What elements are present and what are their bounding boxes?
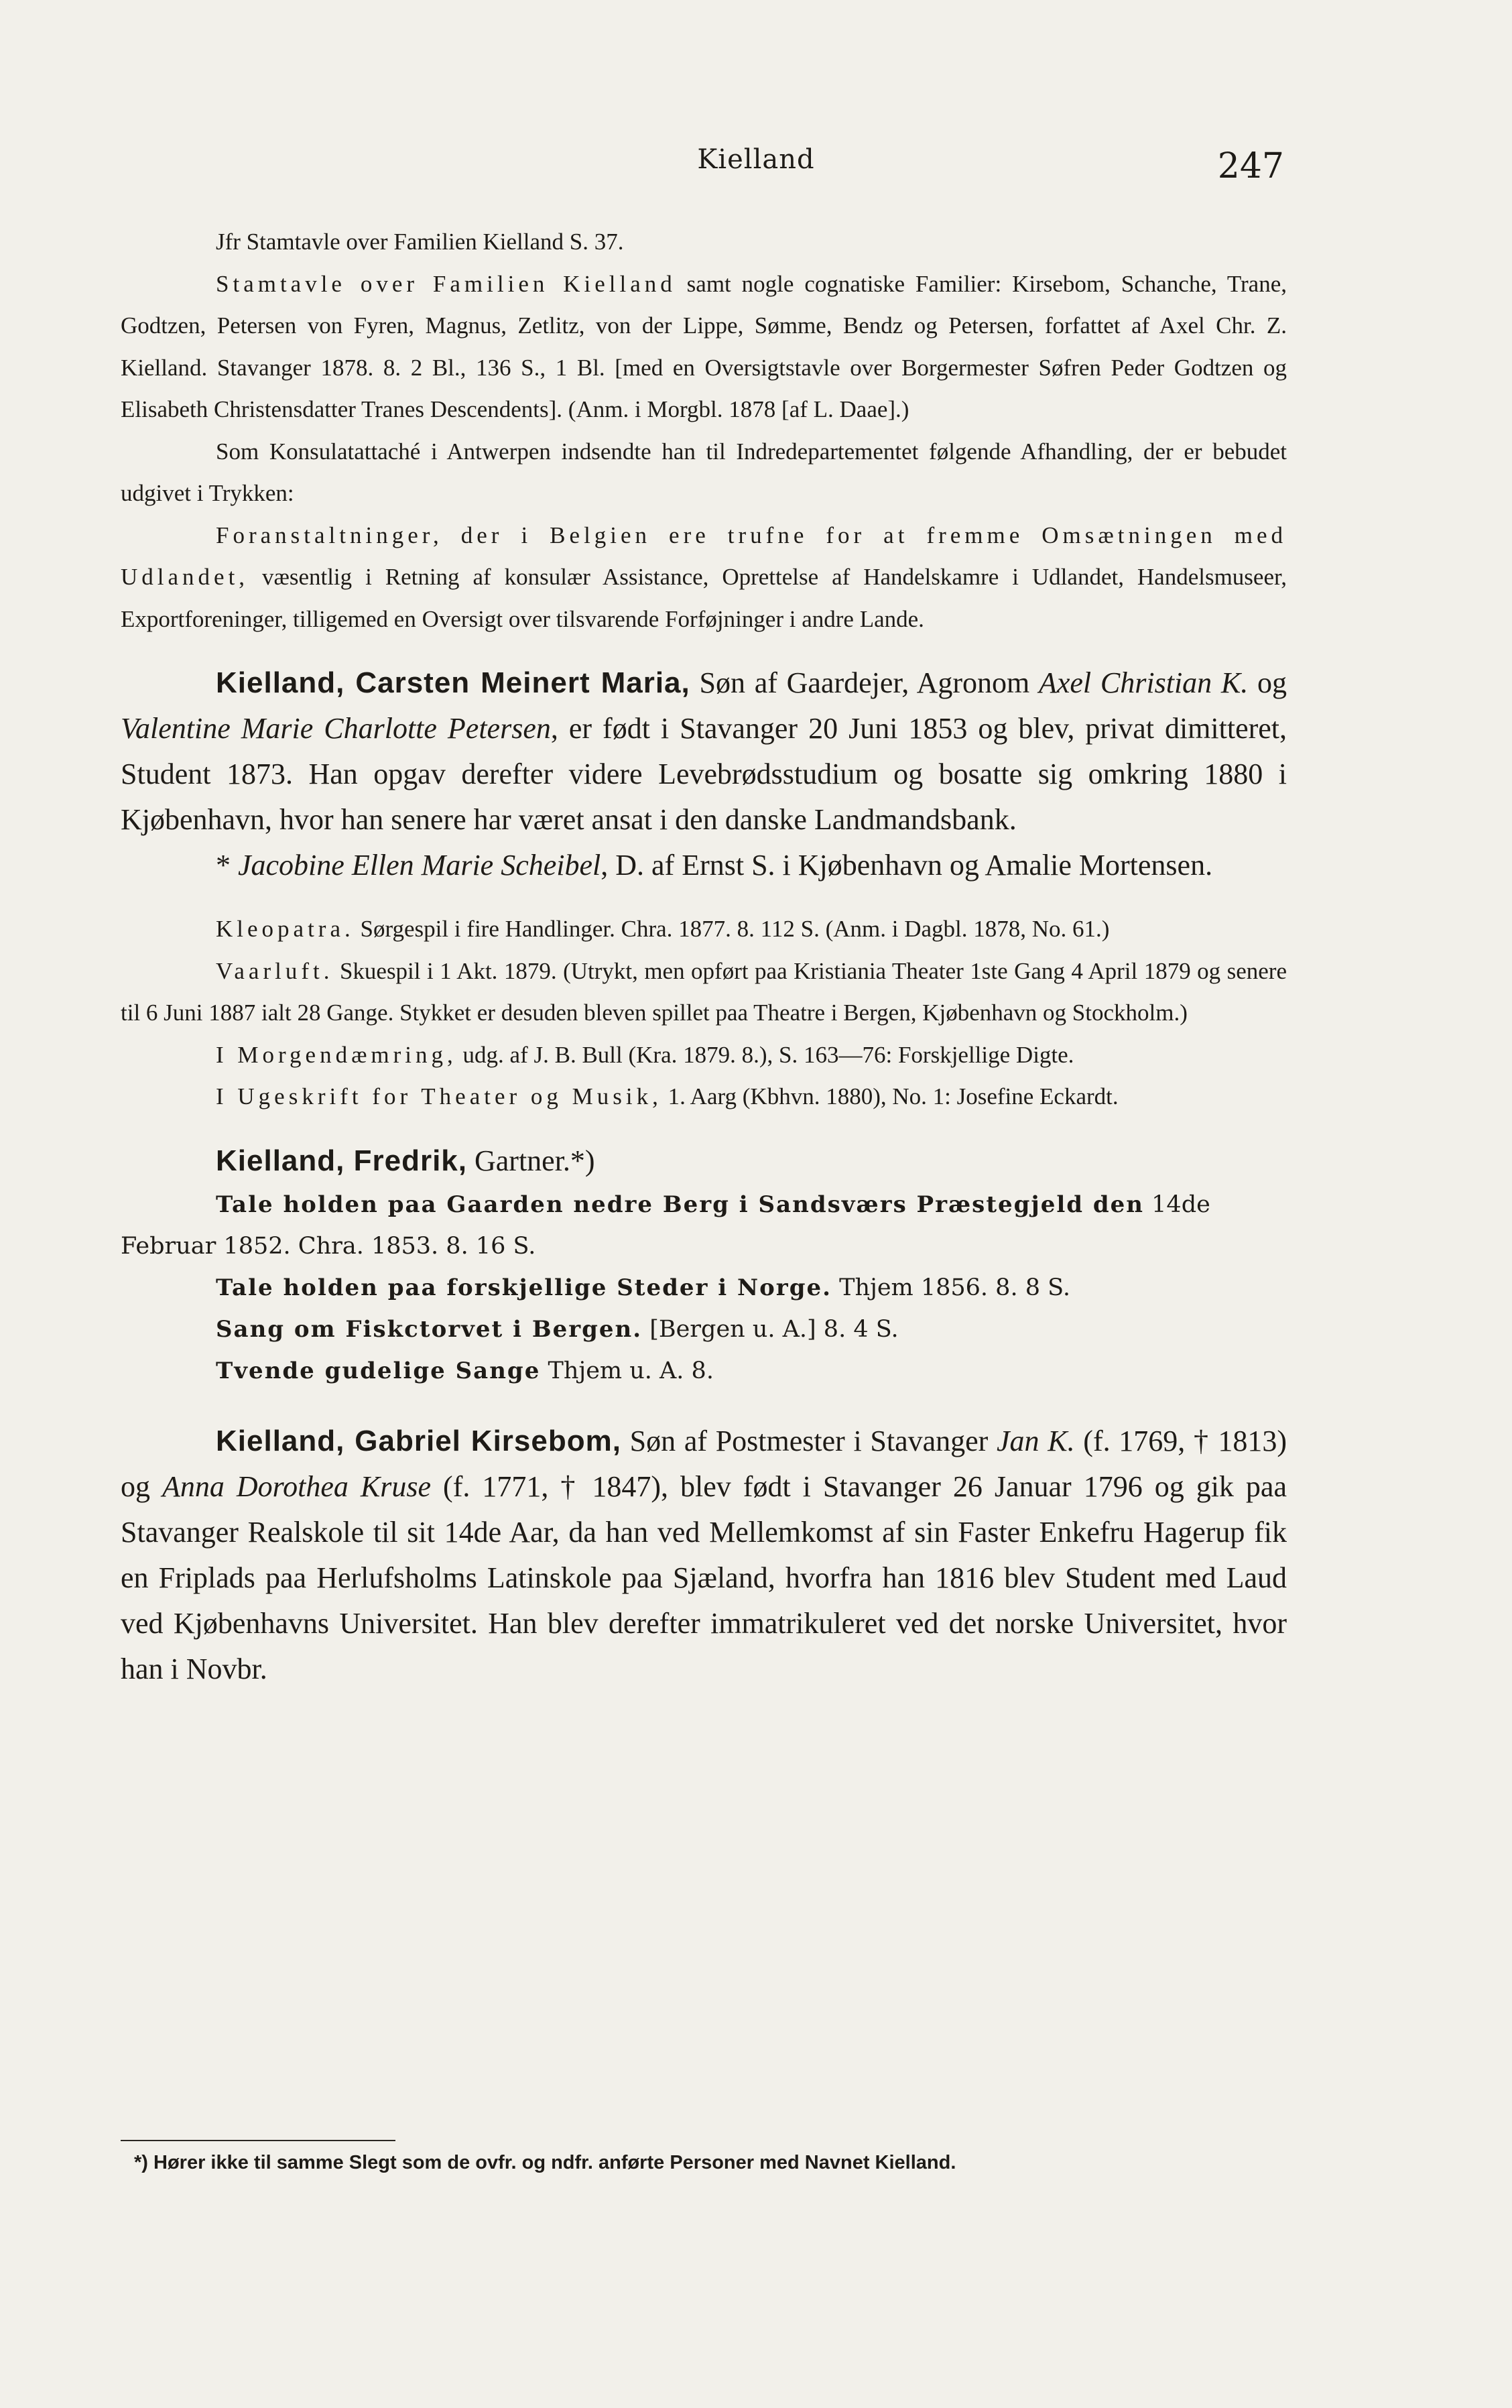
foranstalt-title: Foranstaltninger, der i Belgien ere trufne for at fremme Omsætningen med Udlandet, [121, 522, 1287, 590]
foranstalt-entry: Foranstaltninger, der i Belgien ere trufne for at fremme Omsætningen med Udlandet, væsentlig i Retning af konsulær Assistance, Oprettelse af Handelskamre i Udlandet, Handelsmuseer, Exportforeninger, tilligemed en Oversigt over tilsvarende Forføjninger i andre Lande. [121, 522, 1287, 632]
gabriel-biography: Kielland, Gabriel Kirsebom, Søn af Postmester i Stavanger Jan K. (f. 1769, † 1813) og Anna Dorothea Kruse (f. 1771, † 1847), blev født i Stavanger 26 Januar 1796 og gik paa Stavanger Realskole til sit 14de Aar, da han ved Mellemkomst af sin Faster Enkefru Hagerup fik en Friplads paa Herlufsholms Latinskole paa Sjæland, hvorfra han 1816 blev Student med Laud ved Kjøbenhavns Universitet. Han blev derefter immatrikuleret ved det norske Universitet, hvor han i Novbr. [121, 1424, 1287, 1685]
fraktur-work-entry: Tvende gudelige Sange Thjem u. A. 8. [216, 1357, 714, 1384]
carsten-father: Axel Christian K. [1039, 666, 1249, 699]
gabriel-father: Jan K. [997, 1424, 1075, 1457]
stamtavle-title: Stamtavle over Familien Kielland [216, 270, 676, 297]
carsten-spouse-name: Jacobine Ellen Marie Scheibel [238, 849, 601, 882]
fraktur-work-entry: Sang om Fiskctorvet i Bergen. [Bergen u. A.] 8. 4 S. [216, 1315, 899, 1343]
footnote-rule [121, 2140, 395, 2141]
fredrik-name: Kielland, Fredrik, [216, 1144, 467, 1177]
gabriel-name: Kielland, Gabriel Kirsebom, [216, 1424, 621, 1457]
work-entry: I Ugeskrift for Theater og Musik, 1. Aarg (Kbhvn. 1880), No. 1: Josefine Eckardt. [216, 1083, 1119, 1109]
fraktur-title: Tvende gudelige Sange [216, 1357, 541, 1384]
work-entry: Kleopatra. Sørgespil i fire Handlinger. Chra. 1877. 8. 112 S. (Anm. i Dagbl. 1878, No. 61.) [216, 916, 1110, 942]
work-title: Kleopatra. [216, 916, 355, 942]
fraktur-work-entry: Tale holden paa Gaarden nedre Berg i Sandsværs Præstegjeld den 14de Februar 1852. Chra. 1853. 8. 16 S. [121, 1191, 1210, 1260]
fraktur-title: Tale holden paa Gaarden nedre Berg i Sandsværs Præstegjeld den [216, 1191, 1145, 1218]
stamtavle-entry: Stamtavle over Familien Kielland samt nogle cognatiske Familier: Kirsebom, Schanche, Trane, Godtzen, Petersen von Fyren, Magnus, Zetlitz, von der Lippe, Sømme, Bendz og Petersen, forfattet af Axel Chr. Z. Kielland. Stavanger 1878. 8. 2 Bl., 136 S., 1 Bl. [med en Oversigtstavle over Borgermester Søfren Peder Godtzen og Elisabeth Christensdatter Tranes Descendents]. (Anm. i Morgbl. 1878 [af L. Daae].) [121, 270, 1287, 422]
gabriel-mother: Anna Dorothea Kruse [162, 1469, 432, 1503]
page-number: 247 [1217, 146, 1284, 186]
footnote: *) Hører ikke til samme Slegt som de ovfr. og ndfr. anførte Personer med Navnet Kielland. [134, 2152, 956, 2173]
fraktur-work-entry: Tale holden paa forskjellige Steder i Norge. Thjem 1856. 8. 8 S. [216, 1274, 1070, 1301]
work-entry: Vaarluft. Skuespil i 1 Akt. 1879. (Utrykt, men opført paa Kristiania Theater 1ste Gang 4 April 1879 og senere til 6 Juni 1887 ialt 28 Gange. Stykket er desuden bleven spillet paa Theatre i Bergen, Kjøbenhavn og Stockholm.) [121, 957, 1287, 1026]
reference-line: Jfr Stamtavle over Familien Kielland S. 37. [216, 229, 624, 255]
carsten-spouse: * Jacobine Ellen Marie Scheibel, D. af Ernst S. i Kjøbenhavn og Amalie Mortensen. [216, 849, 1213, 882]
carsten-name: Kielland, Carsten Meinert Maria, [216, 666, 690, 699]
running-title: Kielland [697, 144, 815, 175]
konsulat-paragraph: Som Konsulatattaché i Antwerpen indsendte han til Indredepartementet følgende Afhandling, der er bebudet udgivet i Trykken: [121, 438, 1287, 506]
work-title: Vaarluft. [216, 957, 334, 984]
work-title: I Morgendæmring, [216, 1041, 457, 1068]
work-entry: I Morgendæmring, udg. af J. B. Bull (Kra. 1879. 8.), S. 163—76: Forskjellige Digte. [216, 1041, 1074, 1068]
carsten-biography: Kielland, Carsten Meinert Maria, Søn af Gaardejer, Agronom Axel Christian K. og Valentine Marie Charlotte Petersen, er født i Stavanger 20 Juni 1853 og blev, privat dimitteret, Student 1873. Han opgav derefter videre Levebrødsstudium og bosatte sig omkring 1880 i Kjøbenhavn, hvor han senere har været ansat i den danske Landmandsbank. [121, 666, 1287, 836]
fraktur-title: Sang om Fiskctorvet i Bergen. [216, 1315, 643, 1343]
fredrik-biography: Kielland, Fredrik, Gartner.*) [216, 1144, 595, 1177]
fraktur-title: Tale holden paa forskjellige Steder i Norge. [216, 1274, 832, 1301]
work-title: I Ugeskrift for Theater og Musik, [216, 1083, 662, 1109]
page-body [121, 221, 1287, 1692]
carsten-mother: Valentine Marie Charlotte Petersen [121, 712, 551, 745]
